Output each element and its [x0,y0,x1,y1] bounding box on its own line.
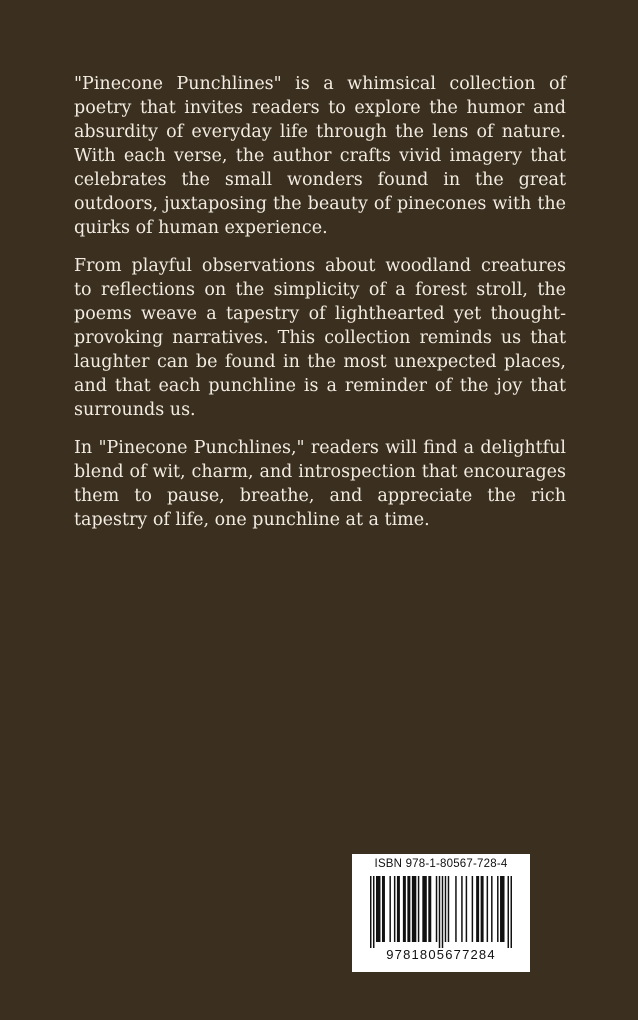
barcode-bar [448,876,449,942]
back-cover-blurb [74,72,566,546]
barcode-bar [461,876,462,942]
barcode-bars [370,876,512,948]
barcode-bar [422,876,426,942]
barcode-bar [472,876,473,942]
barcode-bar [394,876,395,942]
barcode-bar [376,876,380,942]
barcode-bar [370,876,371,948]
barcode-bar [428,876,431,942]
barcode-bar [500,876,504,942]
barcode-bar [508,876,509,948]
isbn-label: ISBN 978-1-80567-728-4 [374,858,508,870]
barcode-bar [466,876,467,942]
barcode-bar [412,876,416,942]
barcode-bar [418,876,419,942]
isbn-digits: 9781805677284 [386,947,496,962]
barcode-bar [389,876,390,942]
barcode-bar [491,876,492,942]
barcode-bar [455,876,456,942]
blurb-paragraph-1: "Pinecone Punchlines" is a whimsical collection of poetry that invites readers to explore the humor and absurdity of everyday life through the lens of nature. With each verse, the author crafts vivid imagery that celebrates the small wonders found in the great outdoors, juxtaposing the beauty of pinecones with the quirks of human experience. [74,74,566,238]
barcode-bar [439,876,440,948]
barcode-bar [403,876,406,942]
blurb-paragraph-2: From playful observations about woodland creatures to reflections on the simplicity of a forest stroll, the poems weave a tapestry of lighthearted yet thought-provoking narratives. This collection reminds us that laughter can be found in the most unexpected places, and that each punchline is a reminder of the joy that surrounds us. [74,256,566,420]
barcode-bar [497,876,498,942]
barcode-bar [397,876,400,942]
barcode-bar [407,876,410,942]
isbn-barcode [352,854,530,972]
barcode-bar [481,876,484,942]
barcode-bar [442,876,443,948]
barcode-bar [445,876,446,942]
barcode-bar [373,876,374,948]
barcode-bar [476,876,479,942]
barcode-bar [511,876,512,948]
barcode-bar [487,876,488,942]
barcode-bar [382,876,385,942]
blurb-paragraph-3: In "Pinecone Punchlines," readers will find a delightful blend of wit, charm, and introspection that encourages them to pause, breathe, and appreciate the rich tapestry of life, one punchline at a time. [74,438,566,530]
barcode-bar [436,876,437,942]
